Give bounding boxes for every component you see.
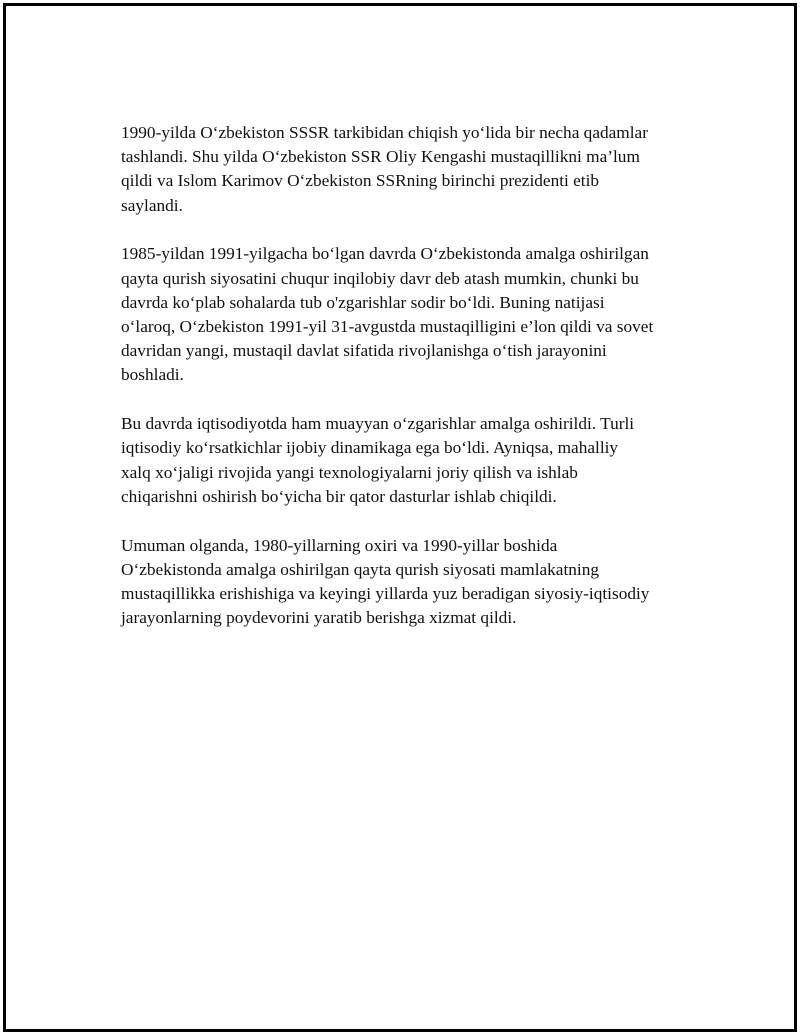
paragraph-1: 1990-yilda O‘zbekiston SSSR tarkibidan chiqish yo‘lida bir necha qadamlar tashlandi. Shu yilda O‘zbekiston SSR Oliy Kengashi mustaqillikni ma’lum qildi va Islom Karimov O‘zbekiston SSRning birinchi prezidenti etib saylandi. — [121, 123, 648, 215]
page-frame — [3, 3, 797, 1032]
paragraph-4: Umuman olganda, 1980-yillarning oxiri va 1990-yillar boshida O‘zbekistonda amalga oshirilgan qayta qurish siyosati mamlakatning mustaqillikka erishishiga va keyingi yillarda yuz beradigan siyosiy-iqtisodiy jarayonlarning poydevorini yaratib berishga xizmat qildi. — [121, 535, 650, 628]
paragraph-2: 1985-yildan 1991-yilgacha bo‘lgan davrda O‘zbekistonda amalga oshirilgan qayta qurish siyosatini chuqur inqilobiy davr deb atash mumkin, chunki bu davrda ko‘plab sohalarda tub o'zgarishlar sodir bo‘ldi. Buning natijasi o‘laroq, O‘zbekiston 1991-yil 31-avgustda mustaqilligini e’lon qildi va sovet davridan yangi, mustaqil davlat sifatida rivojlanishga o‘tish jarayonini boshladi. — [121, 244, 654, 385]
document-body — [121, 121, 701, 655]
paragraph-3: Bu davrda iqtisodiyotda ham muayyan o‘zgarishlar amalga oshirildi. Turli iqtisodiy ko‘rsatkichlar ijobiy dinamikaga ega bo‘ldi. Ayniqsa, mahalliy xalq xo‘jaligi rivojida yangi texnologiyalarni joriy qilish va ishlab chiqarishni oshirish bo‘yicha bir qator dasturlar ishlab chiqildi. — [121, 414, 635, 506]
